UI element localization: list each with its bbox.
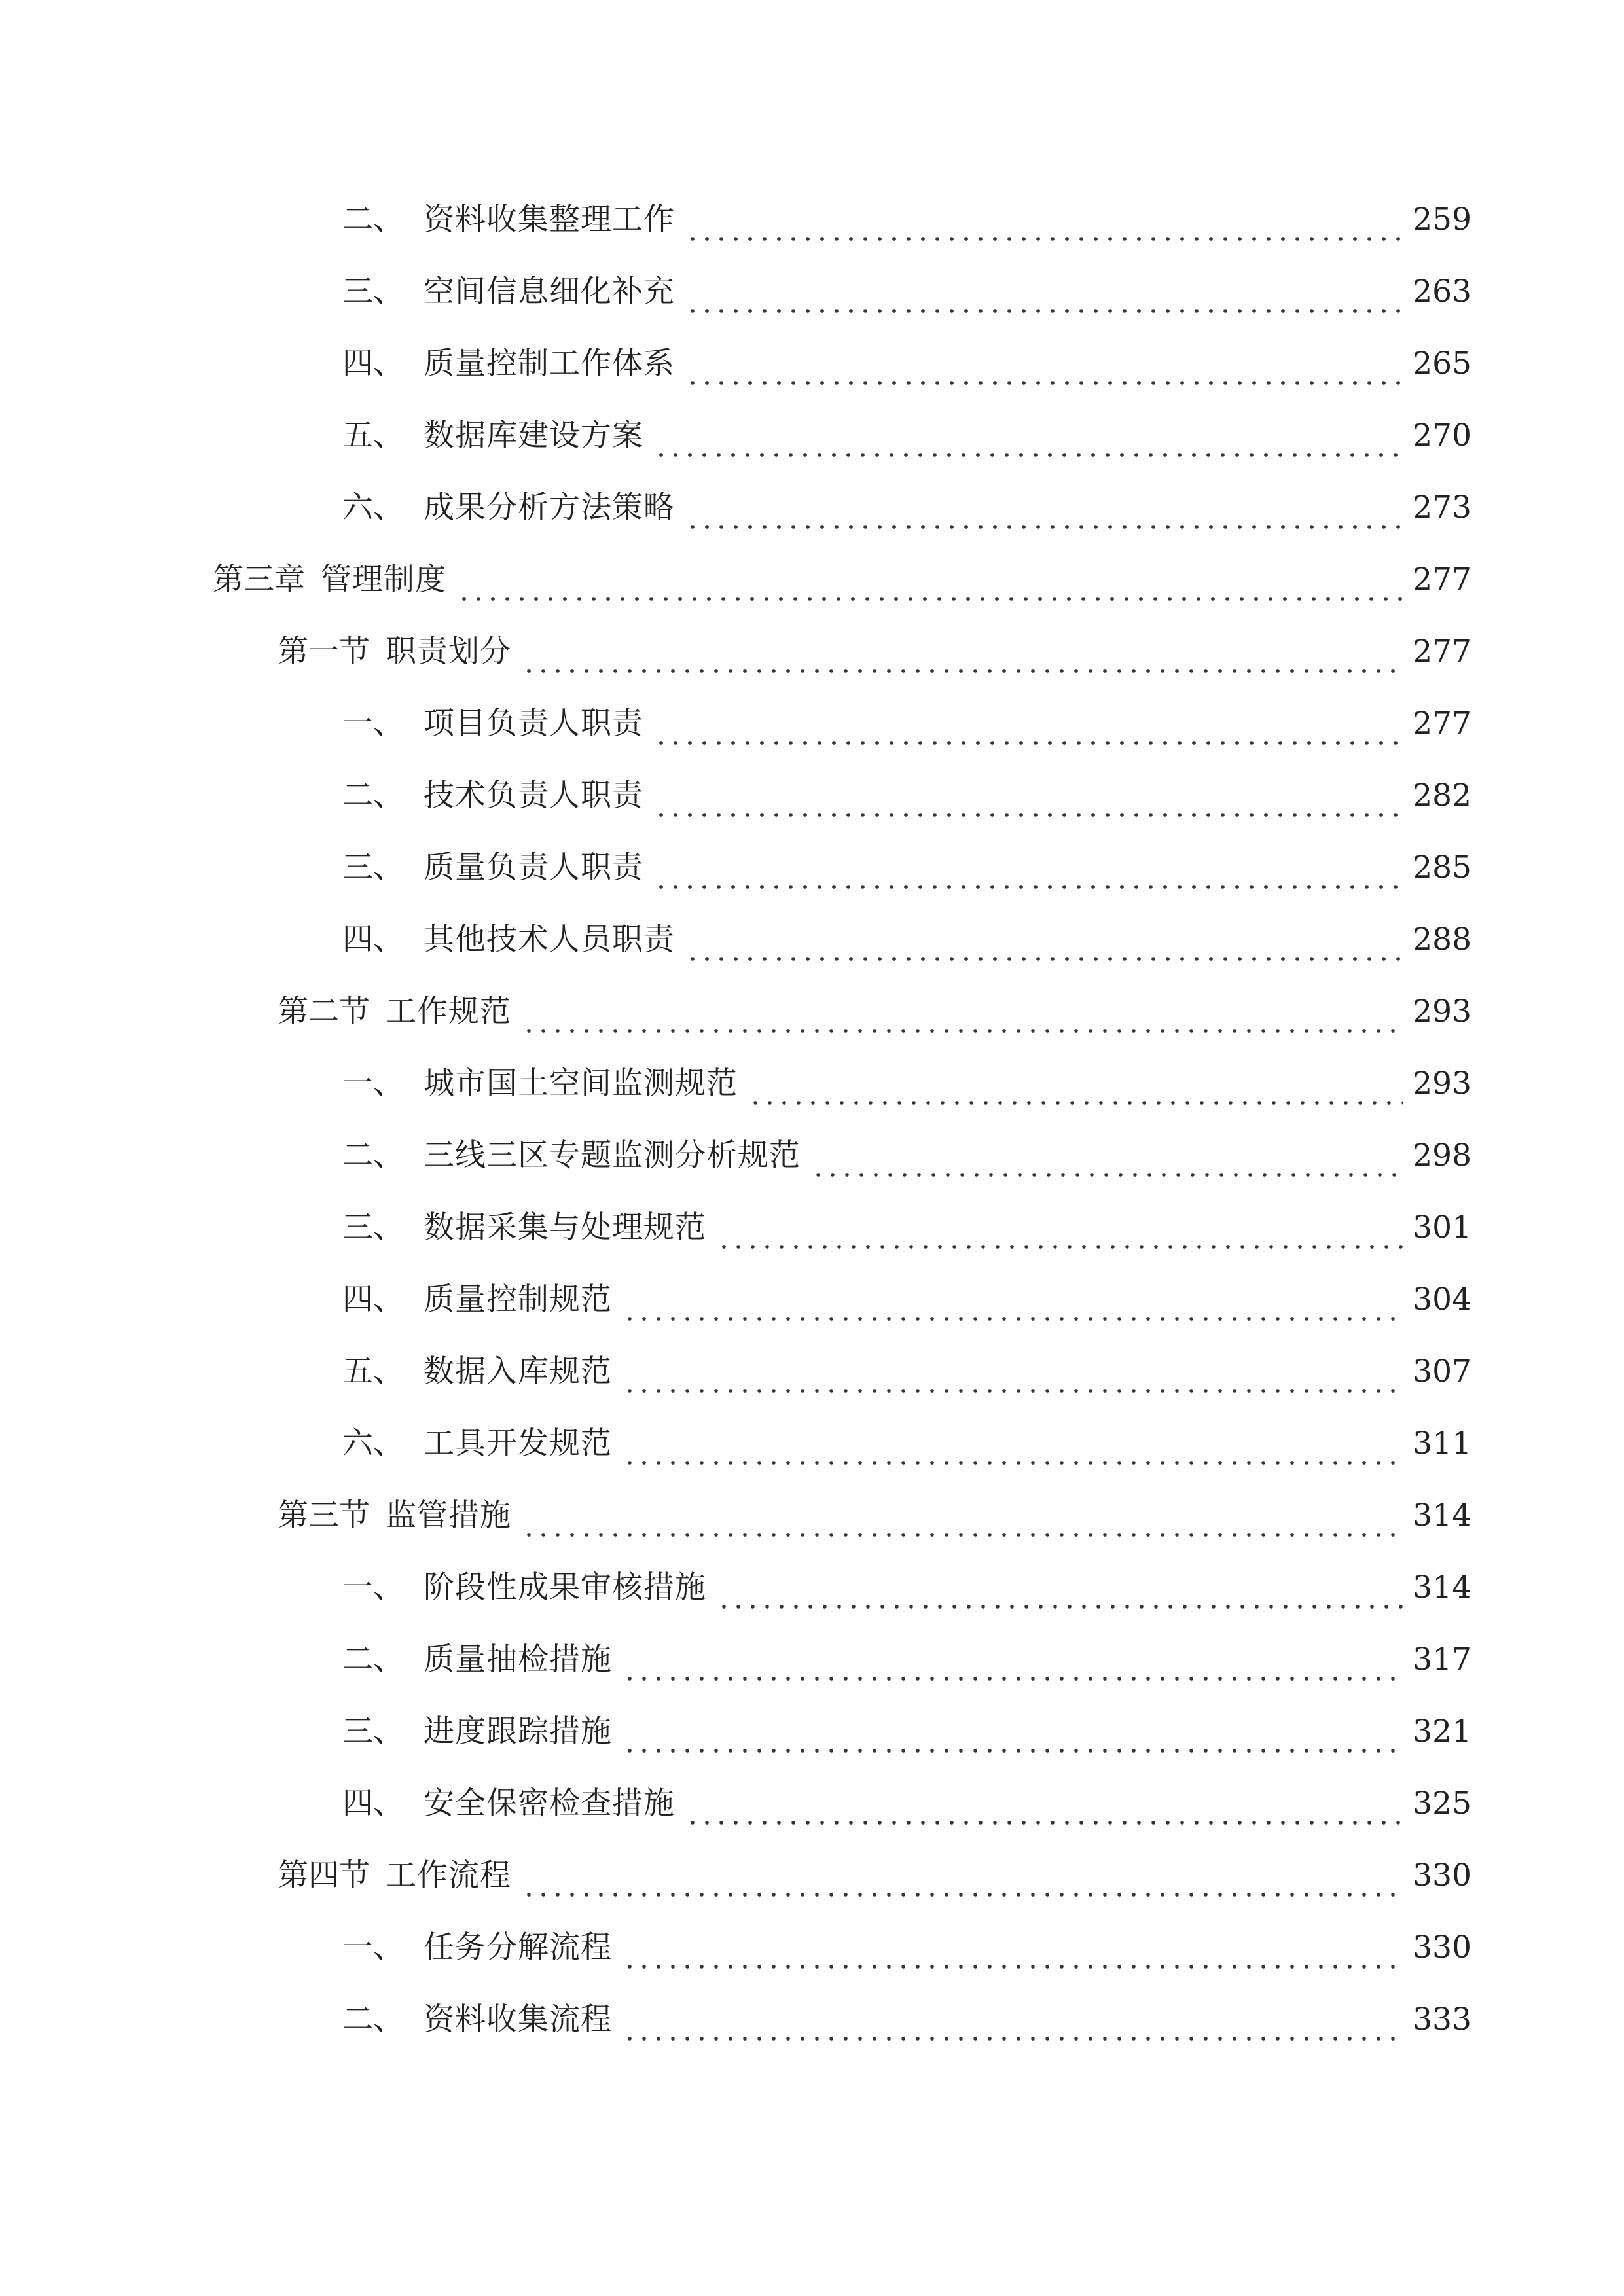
toc-entry[interactable] bbox=[0, 338, 1624, 410]
toc-entry-title: 任务分解流程 bbox=[424, 1929, 612, 1965]
toc-entry-title: 职责划分 bbox=[386, 634, 511, 670]
toc-entry-title: 质量负责人职责 bbox=[424, 850, 643, 886]
toc-entry-number: 第三章 bbox=[213, 562, 305, 598]
toc-entry-number: 第四节 bbox=[278, 1857, 370, 1893]
table-of-contents bbox=[0, 194, 1624, 2066]
toc-entry-title: 技术负责人职责 bbox=[424, 778, 643, 814]
toc-page-number: 270 bbox=[1413, 418, 1471, 454]
toc-page-number: 325 bbox=[1413, 1785, 1471, 1821]
toc-page-number: 314 bbox=[1413, 1498, 1471, 1534]
toc-entry-title: 工具开发规范 bbox=[424, 1426, 612, 1462]
toc-section-entry[interactable] bbox=[0, 986, 1624, 1058]
toc-section-entry[interactable] bbox=[0, 1850, 1624, 1922]
toc-section-entry[interactable] bbox=[0, 626, 1624, 698]
toc-entry-number: 二、 bbox=[342, 1641, 404, 1677]
dot-leader bbox=[654, 883, 1403, 891]
toc-page-number: 293 bbox=[1413, 994, 1471, 1030]
toc-page-number: 277 bbox=[1413, 706, 1471, 742]
toc-entry-title: 其他技术人员职责 bbox=[424, 922, 675, 958]
toc-entry[interactable] bbox=[0, 1346, 1624, 1418]
toc-entry-number: 一、 bbox=[342, 706, 404, 742]
toc-entry-title: 成果分析方法策略 bbox=[424, 490, 675, 526]
toc-entry-number: 四、 bbox=[342, 346, 404, 382]
dot-leader bbox=[623, 1747, 1403, 1755]
toc-section-entry[interactable] bbox=[0, 1490, 1624, 1562]
toc-entry[interactable] bbox=[0, 1418, 1624, 1490]
toc-entry[interactable] bbox=[0, 194, 1624, 266]
toc-entry-number: 六、 bbox=[342, 1426, 404, 1462]
toc-entry[interactable] bbox=[0, 1922, 1624, 1994]
toc-entry-title: 三线三区专题监测分析规范 bbox=[424, 1138, 801, 1174]
toc-page-number: 311 bbox=[1413, 1426, 1471, 1462]
dot-leader bbox=[522, 1027, 1403, 1035]
toc-entry-title: 城市国土空间监测规范 bbox=[424, 1066, 738, 1102]
dot-leader bbox=[522, 1891, 1403, 1899]
toc-entry-number: 四、 bbox=[342, 1282, 404, 1318]
toc-entry[interactable] bbox=[0, 482, 1624, 554]
toc-entry-number: 五、 bbox=[342, 1354, 404, 1390]
toc-page-number: 263 bbox=[1413, 274, 1471, 310]
toc-entry-title: 资料收集整理工作 bbox=[424, 202, 675, 238]
dot-leader bbox=[654, 451, 1403, 459]
toc-entry[interactable] bbox=[0, 1058, 1624, 1130]
toc-chapter-entry[interactable] bbox=[0, 554, 1624, 626]
toc-entry-number: 六、 bbox=[342, 490, 404, 526]
toc-entry-title: 安全保密检查措施 bbox=[424, 1785, 675, 1821]
toc-entry-number: 四、 bbox=[342, 922, 404, 958]
toc-entry[interactable] bbox=[0, 1706, 1624, 1778]
toc-page-number: 259 bbox=[1413, 202, 1471, 238]
dot-leader bbox=[654, 739, 1403, 747]
toc-entry-number: 第三节 bbox=[278, 1498, 370, 1534]
toc-entry-number: 一、 bbox=[342, 1066, 404, 1102]
dot-leader bbox=[717, 1243, 1403, 1251]
toc-entry-number: 三、 bbox=[342, 274, 404, 310]
toc-entry-title: 空间信息细化补充 bbox=[424, 274, 675, 310]
toc-entry-title: 监管措施 bbox=[386, 1498, 511, 1534]
dot-leader bbox=[623, 1459, 1403, 1467]
toc-entry-title: 资料收集流程 bbox=[424, 2001, 612, 2037]
toc-entry-title: 阶段性成果审核措施 bbox=[424, 1570, 706, 1605]
toc-entry-title: 数据库建设方案 bbox=[424, 418, 643, 454]
toc-entry-number: 第一节 bbox=[278, 634, 370, 670]
toc-entry-number: 三、 bbox=[342, 1210, 404, 1246]
toc-entry-title: 工作流程 bbox=[386, 1857, 511, 1893]
toc-page-number: 293 bbox=[1413, 1066, 1471, 1102]
toc-entry[interactable] bbox=[0, 410, 1624, 482]
toc-entry-number: 三、 bbox=[342, 1713, 404, 1749]
toc-page-number: 301 bbox=[1413, 1210, 1471, 1246]
toc-entry-number: 二、 bbox=[342, 2001, 404, 2037]
toc-entry[interactable] bbox=[0, 698, 1624, 770]
dot-leader bbox=[685, 1819, 1403, 1827]
dot-leader bbox=[717, 1603, 1403, 1611]
dot-leader bbox=[685, 955, 1403, 963]
toc-page-number: 273 bbox=[1413, 490, 1471, 526]
toc-entry-title: 项目负责人职责 bbox=[424, 706, 643, 742]
toc-entry[interactable] bbox=[0, 770, 1624, 842]
toc-entry-number: 第二节 bbox=[278, 994, 370, 1030]
dot-leader bbox=[748, 1099, 1403, 1107]
toc-entry-title: 质量抽检措施 bbox=[424, 1641, 612, 1677]
toc-page-number: 288 bbox=[1413, 922, 1471, 958]
dot-leader bbox=[623, 2035, 1403, 2043]
dot-leader bbox=[522, 1531, 1403, 1539]
dot-leader bbox=[685, 307, 1403, 315]
dot-leader bbox=[623, 1963, 1403, 1971]
dot-leader bbox=[623, 1387, 1403, 1395]
toc-entry[interactable] bbox=[0, 1562, 1624, 1634]
toc-page-number: 330 bbox=[1413, 1929, 1471, 1965]
toc-page-number: 277 bbox=[1413, 634, 1471, 670]
toc-entry-number: 二、 bbox=[342, 202, 404, 238]
toc-page-number: 282 bbox=[1413, 778, 1471, 814]
dot-leader bbox=[457, 595, 1403, 603]
toc-entry[interactable] bbox=[0, 1634, 1624, 1706]
toc-entry[interactable] bbox=[0, 1202, 1624, 1274]
toc-entry-title: 进度跟踪措施 bbox=[424, 1713, 612, 1749]
toc-entry-title: 管理制度 bbox=[321, 562, 446, 598]
dot-leader bbox=[685, 235, 1403, 243]
toc-page-number: 330 bbox=[1413, 1857, 1471, 1893]
toc-entry-title: 数据入库规范 bbox=[424, 1354, 612, 1390]
toc-entry[interactable] bbox=[0, 266, 1624, 338]
toc-entry-number: 二、 bbox=[342, 778, 404, 814]
toc-entry[interactable] bbox=[0, 1994, 1624, 2066]
dot-leader bbox=[811, 1171, 1403, 1179]
toc-entry[interactable] bbox=[0, 914, 1624, 986]
toc-entry-title: 质量控制工作体系 bbox=[424, 346, 675, 382]
toc-entry-number: 三、 bbox=[342, 850, 404, 886]
toc-entry-title: 质量控制规范 bbox=[424, 1282, 612, 1318]
toc-entry-number: 五、 bbox=[342, 418, 404, 454]
toc-page-number: 304 bbox=[1413, 1282, 1471, 1318]
toc-page-number: 314 bbox=[1413, 1570, 1471, 1605]
toc-entry[interactable] bbox=[0, 1778, 1624, 1850]
toc-page-number: 265 bbox=[1413, 346, 1471, 382]
toc-page-number: 321 bbox=[1413, 1713, 1471, 1749]
toc-entry-number: 一、 bbox=[342, 1929, 404, 1965]
dot-leader bbox=[623, 1675, 1403, 1683]
toc-entry[interactable] bbox=[0, 1130, 1624, 1202]
dot-leader bbox=[623, 1315, 1403, 1323]
toc-page-number: 277 bbox=[1413, 562, 1471, 598]
toc-entry-number: 一、 bbox=[342, 1570, 404, 1605]
toc-entry-title: 工作规范 bbox=[386, 994, 511, 1030]
toc-page-number: 285 bbox=[1413, 850, 1471, 886]
toc-page-number: 317 bbox=[1413, 1641, 1471, 1677]
toc-entry[interactable] bbox=[0, 1274, 1624, 1346]
toc-entry[interactable] bbox=[0, 842, 1624, 914]
toc-page-number: 333 bbox=[1413, 2001, 1471, 2037]
dot-leader bbox=[685, 523, 1403, 531]
toc-entry-title: 数据采集与处理规范 bbox=[424, 1210, 706, 1246]
toc-page-number: 307 bbox=[1413, 1354, 1471, 1390]
toc-entry-number: 二、 bbox=[342, 1138, 404, 1174]
dot-leader bbox=[685, 379, 1403, 387]
toc-page-number: 298 bbox=[1413, 1138, 1471, 1174]
dot-leader bbox=[654, 811, 1403, 819]
dot-leader bbox=[522, 667, 1403, 675]
toc-entry-number: 四、 bbox=[342, 1785, 404, 1821]
